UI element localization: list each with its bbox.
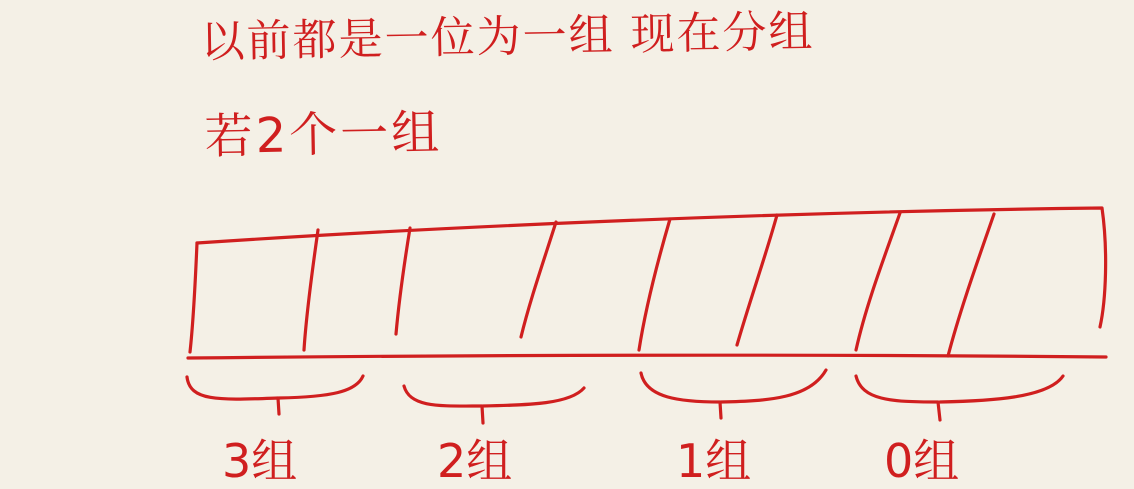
group-brace-1 — [641, 370, 826, 418]
cell-divider-1 — [304, 230, 318, 350]
cell-divider-7 — [948, 214, 994, 356]
cell-divider-3 — [521, 222, 556, 337]
cell-divider-2 — [396, 228, 410, 334]
cell-box-outline — [197, 208, 1106, 327]
cell-divider-5 — [737, 215, 777, 345]
heading-line-2: 若2个一组 — [204, 104, 443, 165]
group-brace-2 — [404, 386, 584, 423]
group-label-1: 1组 — [676, 434, 752, 488]
cell-divider-4 — [639, 219, 670, 350]
cell-divider-6 — [856, 213, 900, 350]
group-brace-3 — [187, 376, 363, 414]
cell-box-left-edge — [190, 243, 197, 352]
heading-line-1: 以前都是一位为一组 现在分组 — [200, 6, 815, 68]
group-label-2: 2组 — [437, 434, 513, 488]
group-brace-0 — [856, 376, 1063, 420]
cell-box-bottom-edge — [188, 355, 1106, 358]
group-label-0: 0组 — [884, 434, 960, 488]
group-label-3: 3组 — [222, 434, 298, 488]
